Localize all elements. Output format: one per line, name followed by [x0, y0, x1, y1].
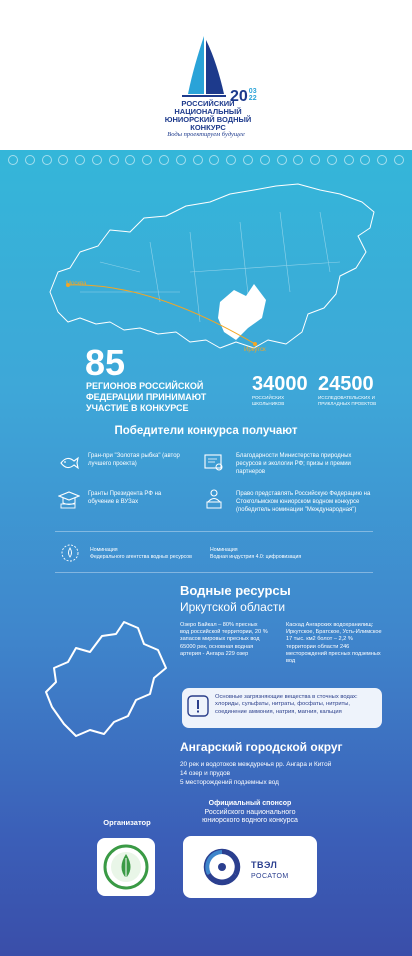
nomination-water-industry: Номинация Водная индустрия 4.0: цифровизация: [210, 547, 302, 560]
decor-icon: [193, 155, 203, 165]
slogan: Воды проектируем будущее: [167, 131, 245, 138]
decor-icon: [327, 155, 337, 165]
decor-icon: [209, 155, 219, 165]
decor-icon: [260, 155, 270, 165]
decor-icon: [42, 155, 52, 165]
decor-icon: [8, 155, 18, 165]
cascade-text: Каскад Ангарских водохранилищ: Иркутское, Братское, Усть-Илимское 17 тыс. км2 болот – 2,2 % территории области 246 месторождений пресных подземных вод: [286, 622, 382, 665]
organizer-label: Организатор: [103, 818, 151, 827]
irkutsk-region-highlight: [218, 284, 266, 340]
sail-logo-icon: [178, 34, 230, 100]
header: [0, 0, 412, 150]
regions-count: 85: [85, 342, 126, 383]
district-title: Ангарский городской округ: [180, 740, 343, 754]
sponsor-title: Официальный спонсор Российского национального юниорского водного конкурса: [202, 800, 298, 824]
decor-icon: [344, 155, 354, 165]
city-moscow-label: Москва: [66, 281, 87, 287]
decor-icon: [226, 155, 236, 165]
decorative-icon-strip: [8, 155, 404, 167]
graduation-cap-icon: [58, 488, 80, 510]
russia-map: [40, 172, 380, 367]
decor-icon: [360, 155, 370, 165]
decor-icon: [377, 155, 387, 165]
irkutsk-region-outline: [32, 612, 177, 742]
sponsor-logo-card: [183, 836, 317, 898]
decor-icon: [310, 155, 320, 165]
rosatom-logo-icon: [203, 848, 241, 886]
prize-ministry: Благодарности Министерства природных ресурсов и экологии РФ; призы и премии партнеров: [236, 453, 352, 475]
regions-text: РЕГИОНОВ РОССИЙСКОЙ ФЕДЕРАЦИИ ПРИНИМАЮТ УЧАСТИЕ В КОНКУРСЕ: [86, 381, 207, 413]
district-facts: 20 рек и водотоков междуречья рр. Ангара и Китой 14 озер и прудов 5 месторождений подземных вод: [180, 761, 332, 786]
organizer-logo-card: [97, 838, 155, 896]
decor-icon: [92, 155, 102, 165]
prize-president-grants: Гранты Президента РФ на обучение в ВУЗах: [88, 491, 162, 505]
winners-title: Победители конкурса получают: [114, 425, 298, 437]
goldfish-icon: [58, 452, 80, 474]
prize-grand-prix: Гран-при "Золотая рыбка" (автор лучшего проекта): [88, 453, 180, 467]
decor-icon: [293, 155, 303, 165]
prize-stockholm: Право представлять Российскую Федерацию на Стокгольмском юниорском водном конкурсе (победитель номинации "Международная"): [236, 491, 371, 513]
certificate-icon: [203, 452, 225, 474]
water-resources-title: Водные ресурсы: [180, 583, 291, 598]
presenter-icon: [203, 488, 225, 510]
decor-icon: [75, 155, 85, 165]
leaf-logo-icon: [103, 844, 149, 890]
water-drops-icon: [60, 543, 80, 563]
decor-icon: [277, 155, 287, 165]
logo-year: 2003 22: [230, 88, 257, 105]
decor-icon: [58, 155, 68, 165]
decor-icon: [142, 155, 152, 165]
decor-icon: [109, 155, 119, 165]
decor-icon: [125, 155, 135, 165]
divider: [55, 572, 373, 573]
projects-stat: 24500 ИССЛЕДОВАТЕЛЬСКИХ И ПРИКЛАДНЫХ ПРОЕКТОВ: [318, 373, 377, 406]
logo-title: РОССИЙСКИЙ НАЦИОНАЛЬНЫЙ ЮНИОРСКИЙ ВОДНЫЙ КОНКУРС: [164, 99, 252, 132]
decor-icon: [25, 155, 35, 165]
nomination-federal-agency: Номинация Федерального агентства водных ресурсов: [90, 547, 192, 560]
decor-icon: [159, 155, 169, 165]
water-resources-subtitle: Иркутской области: [180, 600, 286, 614]
pollutants-box: [182, 688, 382, 728]
decor-icon: [176, 155, 186, 165]
city-irkutsk-label: Иркутск: [244, 347, 266, 353]
decor-icon: [243, 155, 253, 165]
sponsor-name: ТВЭЛ РОСАТОМ: [251, 860, 289, 880]
schoolchildren-stat: 34000 РОССИЙСКИХ ШКОЛЬНИКОВ: [252, 373, 308, 406]
decor-icon: [394, 155, 404, 165]
divider: [55, 531, 373, 532]
baikal-text: Озеро Байкал – 80% пресных вод российской территории, 20 % запасов мировых пресных вод 65000 рек, основная водная артерия - Ангара 229 озер: [180, 622, 268, 657]
warning-icon: [187, 695, 209, 717]
pollutants-text: Основные загрязняющие вещества в сточных водах: хлориды, сульфаты, нитраты, фосфаты, нитриты, соединение аммония, натрия, магния, кальция: [215, 694, 358, 715]
